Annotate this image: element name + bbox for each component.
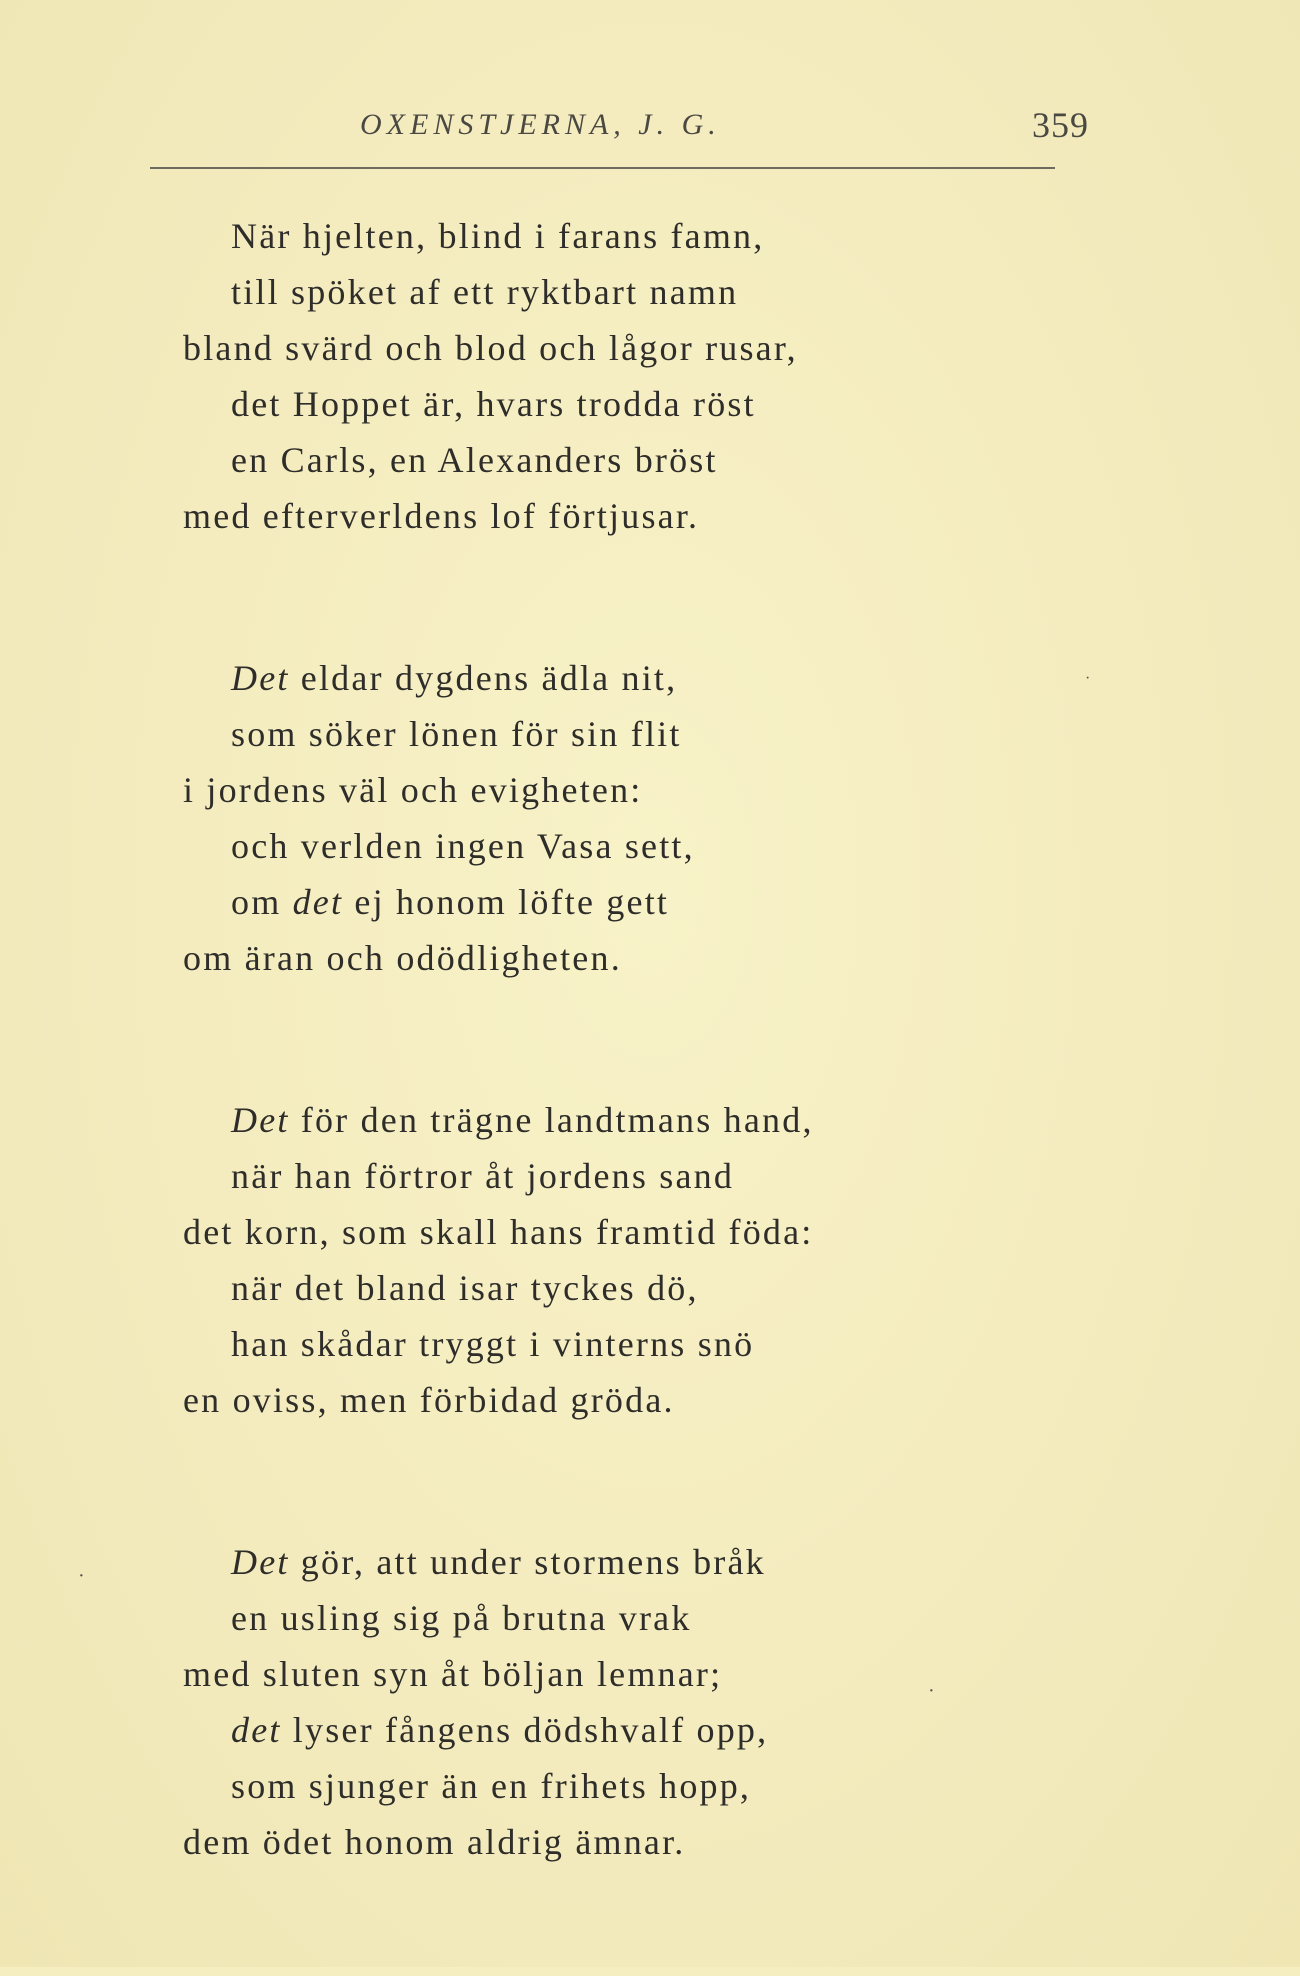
verse-line [183, 930, 1143, 986]
verse-line-prefix: om [231, 882, 293, 922]
verse-line [183, 264, 1143, 320]
page-speck: · [1085, 670, 1091, 687]
verse-emphasis: Det [231, 1100, 290, 1140]
verse-text: det korn, som skall hans framtid föda: [183, 1212, 814, 1252]
verse-text: lyser fångens dödshvalf opp, [281, 1710, 769, 1750]
verse-text: när det bland isar tyckes dö, [231, 1268, 699, 1308]
header-rule [150, 167, 1055, 169]
verse-text: han skådar tryggt i vinterns snö [231, 1324, 755, 1364]
verse-line [183, 1372, 1143, 1428]
verse-line [183, 488, 1143, 544]
stanza [183, 1092, 1143, 1428]
verse-text: gör, att under stormens bråk [289, 1542, 766, 1582]
verse-line [183, 432, 1143, 488]
verse-text: dem ödet honom aldrig ämnar. [183, 1822, 686, 1862]
verse-line [183, 1534, 1143, 1590]
verse-line [183, 376, 1143, 432]
verse-emphasis: det [231, 1710, 282, 1750]
page-number: 359 [1032, 105, 1089, 145]
verse-line [183, 1646, 1143, 1702]
verse-line [183, 1814, 1143, 1870]
verse-line [183, 320, 1143, 376]
verse-text: för den trägne landtmans hand, [289, 1100, 814, 1140]
verse-text: med sluten syn åt böljan lemnar; [183, 1654, 723, 1694]
verse-text: och verlden ingen Vasa sett, [231, 826, 695, 866]
verse-text: det Hoppet är, hvars trodda röst [231, 384, 756, 424]
verse-text: eldar dygdens ädla nit, [289, 658, 678, 698]
verse-text: om äran och odödligheten. [183, 938, 622, 978]
verse-emphasis: Det [231, 658, 290, 698]
verse-line [183, 1316, 1143, 1372]
verse-text: bland svärd och blod och lågor rusar, [183, 328, 798, 368]
verse-text: en oviss, men förbidad gröda. [183, 1380, 675, 1420]
verse-text: en Carls, en Alexanders bröst [231, 440, 718, 480]
verse-line [183, 818, 1143, 874]
stanza [183, 650, 1143, 986]
verse-emphasis: det [292, 882, 344, 922]
verse-text: en usling sig på brutna vrak [231, 1598, 692, 1638]
verse-text: när han förtror åt jordens sand [231, 1156, 735, 1196]
page-speck: · [78, 1565, 85, 1587]
verse-line [183, 1092, 1143, 1148]
page-speck: · [928, 1680, 935, 1702]
verse-emphasis: Det [231, 1542, 290, 1582]
poem [183, 208, 1143, 1976]
verse-line [183, 874, 1143, 930]
verse-line [183, 706, 1143, 762]
verse-line [183, 1702, 1143, 1758]
running-head: OXENSTJERNA, J. G. [360, 108, 721, 141]
page-header [360, 105, 1089, 158]
verse-text: till spöket af ett ryktbart namn [231, 272, 739, 312]
verse-text: med efterverldens lof förtjusar. [183, 496, 700, 536]
verse-text: i jordens väl och evigheten: [183, 770, 643, 810]
stanza [183, 1534, 1143, 1870]
verse-line [183, 1590, 1143, 1646]
verse-text: ej honom löfte gett [343, 882, 670, 922]
verse-line [183, 1204, 1143, 1260]
verse-line [183, 208, 1143, 264]
verse-line [183, 1148, 1143, 1204]
verse-line [183, 1260, 1143, 1316]
verse-text: som söker lönen för sin flit [231, 714, 682, 754]
verse-line [183, 762, 1143, 818]
verse-line [183, 650, 1143, 706]
stanza [183, 208, 1143, 544]
verse-line [183, 1758, 1143, 1814]
verse-text: som sjunger än en frihets hopp, [231, 1766, 752, 1806]
verse-text: När hjelten, blind i farans famn, [231, 216, 765, 256]
